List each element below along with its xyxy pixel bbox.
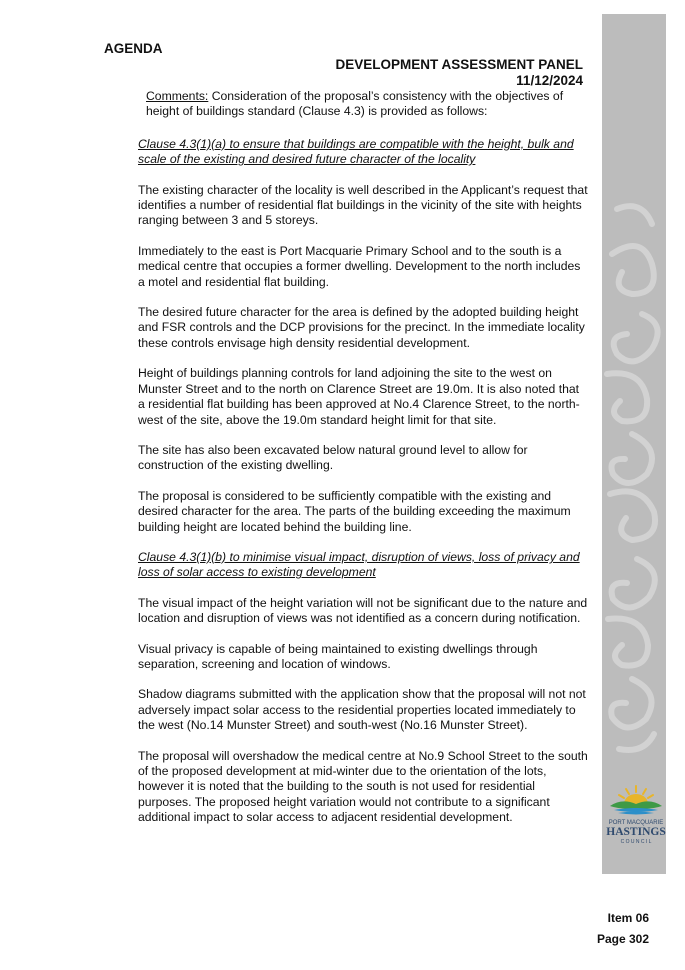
- paragraph: The existing character of the locality is well described in the Applicant’s request that identifies a number of residential flat buildings in the vicinity of the site with heights ranging between 3 and 5 storeys.: [138, 182, 588, 228]
- paragraph: The desired future character for the area is defined by the adopted building height and FSR controls and the DCP provisions for the precinct. In the immediate locality these controls envisage high density residential development.: [138, 305, 585, 350]
- paragraph: Height of buildings planning controls for land adjoining the site to the west on Munster Street and to the north on Clarence Street are 19.0m. It is also noted that a residential flat building has been approved at No.4 Clarence Street, to the north-west of the site, above the 19.0m standard height limit for that site.: [138, 366, 580, 427]
- paragraph: The visual impact of the height variation will not be significant due to the nature and location and disruption of views was not identified as a concern during notification.: [138, 595, 588, 626]
- paragraph: The proposal is considered to be sufficiently compatible with the existing and desired character for the area. The parts of the building exceeding the maximum building height are located behind the building line.: [138, 488, 571, 534]
- logo-line3: C O U N C I L: [620, 839, 652, 845]
- agenda-label: AGENDA: [104, 41, 163, 56]
- meeting-date: 11/12/2024: [516, 73, 583, 88]
- logo-line2: HASTINGS: [606, 826, 666, 838]
- item-number: Item 06: [607, 911, 649, 925]
- comments-paragraph: [146, 89, 588, 120]
- paragraph: The site has also been excavated below natural ground level to allow for construction of the existing dwelling.: [138, 442, 528, 473]
- clause-heading-a: Clause 4.3(1)(a) to ensure that buildings are compatible with the height, bulk and scale of the existing and desired future character of the locality: [138, 136, 574, 167]
- paragraph: The proposal will overshadow the medical centre at No.9 School Street to the south of the proposed development at mid-winter due to the orientation of the lots, however it is noted that the building to the south is not used for residential purposes. The proposed height variation would not contribute to a significant additional impact to solar access to adjacent residential development.: [138, 748, 588, 825]
- comments-text: Consideration of the proposal’s consistency with the objectives of height of buildings standard (Clause 4.3) is provided as follows:: [146, 89, 564, 119]
- decorative-sidebar: [602, 14, 666, 874]
- council-logo-icon: [596, 780, 676, 850]
- clause-heading-b: Clause 4.3(1)(b) to minimise visual impact, disruption of views, loss of privacy and loss of solar access to existing development: [138, 549, 580, 580]
- swirl-pattern-icon: [602, 14, 666, 874]
- paragraph: Immediately to the east is Port Macquarie Primary School and to the south is a medical centre that occupies a former dwelling. Development to the north includes a motel and residential flat building.: [138, 243, 581, 289]
- paragraph: Shadow diagrams submitted with the application show that the proposal will not not adversely impact solar access to the residential properties located immediately to the west (No.14 Munster Street) and south-west (No.16 Munster Street).: [138, 687, 586, 733]
- comments-label: Comments:: [146, 89, 209, 103]
- panel-header: [335, 57, 583, 89]
- panel-title: DEVELOPMENT ASSESSMENT PANEL: [335, 57, 583, 72]
- council-logo: [596, 780, 676, 850]
- logo-line1: PORT MACQUARIE: [608, 820, 664, 826]
- page-number: Page 302: [596, 932, 649, 946]
- paragraph: Visual privacy is capable of being maintained to existing dwellings through separation, screening and location of windows.: [138, 641, 538, 671]
- document-body: [138, 89, 588, 841]
